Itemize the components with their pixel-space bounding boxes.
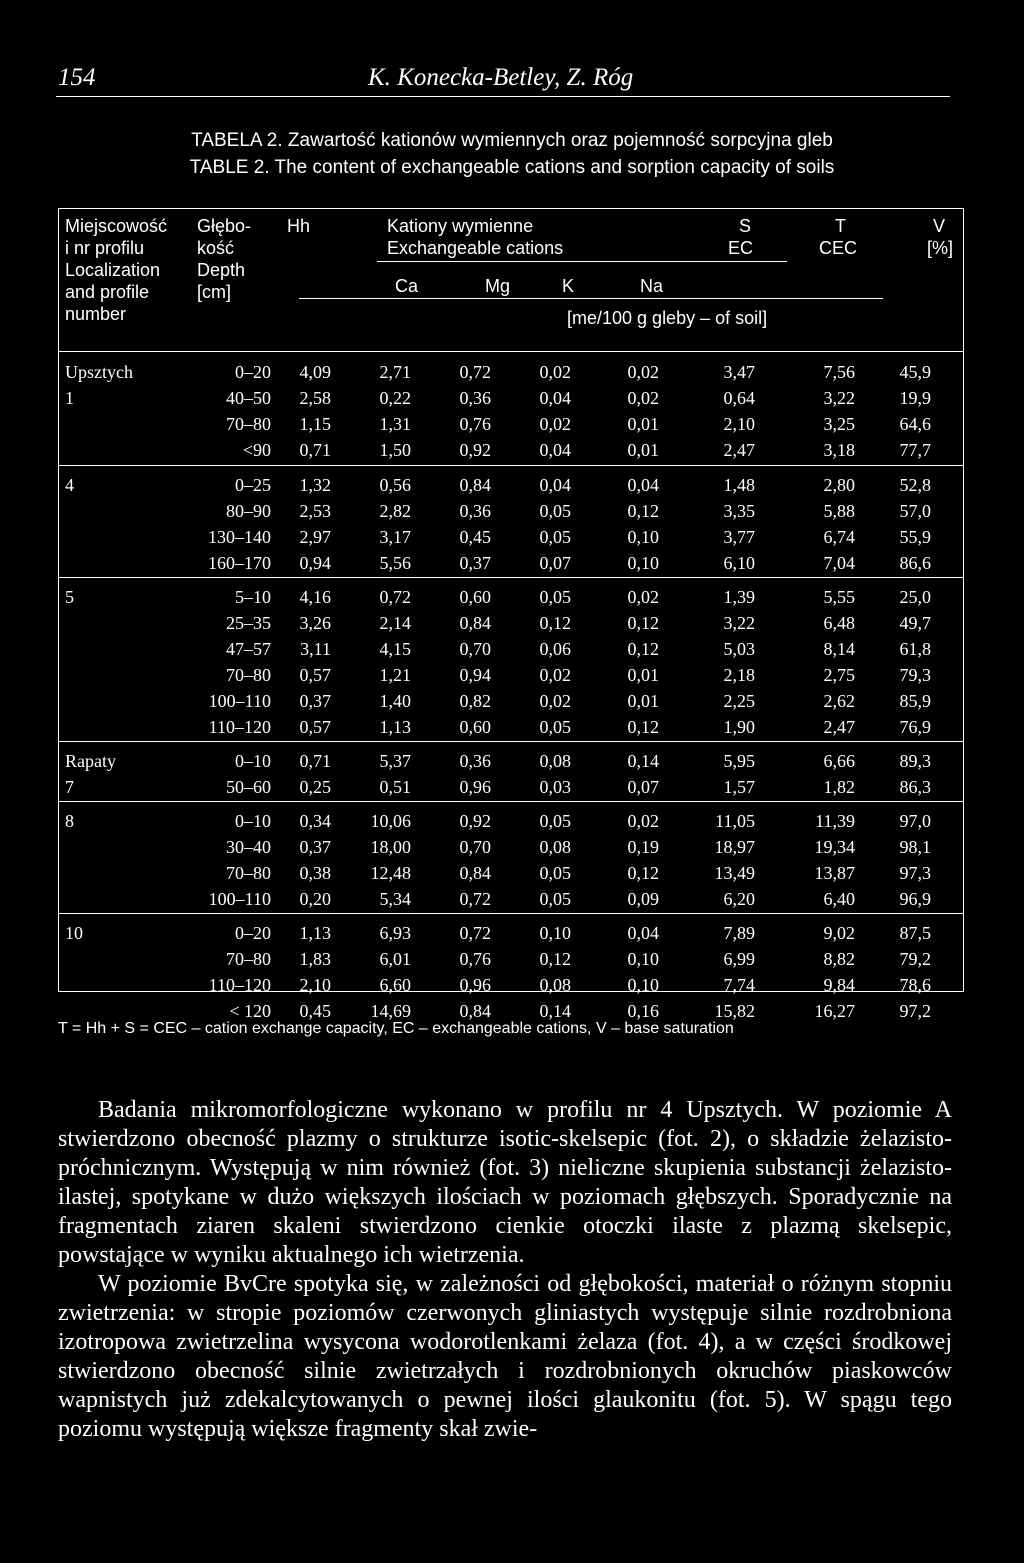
table-row bbox=[59, 714, 963, 740]
cell-v: 77,7 bbox=[899, 440, 931, 460]
cell-s: 2,47 bbox=[723, 440, 755, 460]
cell-ca: 5,37 bbox=[379, 751, 411, 771]
cell-t: 6,48 bbox=[823, 613, 855, 633]
cell-hh: 0,57 bbox=[299, 665, 331, 685]
site-label: 7 bbox=[65, 777, 74, 797]
cell-hh: 2,53 bbox=[299, 501, 331, 521]
site-label: 10 bbox=[65, 923, 83, 943]
cell-t: 9,02 bbox=[823, 923, 855, 943]
cell-na: 0,01 bbox=[627, 691, 659, 711]
locality-header: Miejscowość i nr profilu Localization and profile number bbox=[65, 216, 168, 324]
cell-hh: 0,37 bbox=[299, 837, 331, 857]
cell-s: 3,22 bbox=[723, 613, 755, 633]
table-row bbox=[59, 920, 963, 946]
cell-v: 97,0 bbox=[899, 811, 931, 831]
cell-mg: 0,36 bbox=[459, 388, 491, 408]
cell-mg: 0,70 bbox=[459, 837, 491, 857]
cell-t: 2,62 bbox=[823, 691, 855, 711]
cell-hh: 0,57 bbox=[299, 717, 331, 737]
cell-na: 0,01 bbox=[627, 414, 659, 434]
cell-v: 55,9 bbox=[899, 527, 931, 547]
cell-mg: 0,84 bbox=[459, 863, 491, 883]
cell-s: 6,99 bbox=[723, 949, 755, 969]
cell-s: 18,97 bbox=[714, 837, 755, 857]
cell-k: 0,05 bbox=[539, 527, 571, 547]
k-header: K bbox=[562, 276, 575, 296]
cell-ca: 12,48 bbox=[370, 863, 411, 883]
cell-t: 7,56 bbox=[823, 362, 855, 382]
cell-s: 5,03 bbox=[723, 639, 755, 659]
cell-na: 0,02 bbox=[627, 811, 659, 831]
page-number: 154 bbox=[58, 64, 96, 91]
cell-mg: 0,37 bbox=[459, 553, 491, 573]
v-header-unit: [%] bbox=[927, 238, 954, 258]
cell-depth: 70–80 bbox=[226, 665, 271, 685]
cell-na: 0,12 bbox=[627, 639, 659, 659]
cell-v: 89,3 bbox=[899, 751, 931, 771]
cell-t: 2,47 bbox=[823, 717, 855, 737]
cell-ca: 5,56 bbox=[379, 553, 411, 573]
cell-ca: 1,13 bbox=[379, 717, 411, 737]
cell-ca: 0,51 bbox=[379, 777, 411, 797]
cell-na: 0,02 bbox=[627, 587, 659, 607]
cell-depth: 30–40 bbox=[226, 837, 271, 857]
cell-depth: 80–90 bbox=[226, 501, 271, 521]
cell-k: 0,08 bbox=[539, 837, 571, 857]
cell-s: 6,10 bbox=[723, 553, 755, 573]
cell-s: 11,05 bbox=[715, 811, 755, 831]
na-header: Na bbox=[640, 276, 664, 296]
cell-hh: 3,26 bbox=[299, 613, 331, 633]
cell-hh: 1,13 bbox=[299, 923, 331, 943]
cell-s: 13,49 bbox=[714, 863, 755, 883]
table-row bbox=[59, 748, 963, 774]
cell-na: 0,07 bbox=[627, 777, 659, 797]
cell-depth: 0–10 bbox=[235, 811, 271, 831]
cell-t: 7,04 bbox=[823, 553, 855, 573]
site-label: 8 bbox=[65, 811, 74, 831]
cell-s: 3,47 bbox=[723, 362, 755, 382]
site-label: 4 bbox=[65, 475, 74, 495]
table-header bbox=[59, 209, 963, 352]
cell-na: 0,02 bbox=[627, 388, 659, 408]
cell-k: 0,02 bbox=[539, 414, 571, 434]
site-group bbox=[59, 577, 963, 742]
cell-hh: 1,15 bbox=[299, 414, 331, 434]
cell-depth: 70–80 bbox=[226, 414, 271, 434]
table-caption-english: TABLE 2. The content of exchangeable cations and sorption capacity of soils bbox=[189, 157, 835, 178]
cell-ca: 1,31 bbox=[379, 414, 411, 434]
mg-header: Mg bbox=[485, 276, 511, 296]
cell-mg: 0,45 bbox=[459, 527, 491, 547]
cell-hh: 0,45 bbox=[299, 1001, 331, 1021]
cell-v: 79,3 bbox=[899, 665, 931, 685]
cell-t: 3,18 bbox=[823, 440, 855, 460]
cell-k: 0,03 bbox=[539, 777, 571, 797]
cell-hh: 4,09 bbox=[299, 362, 331, 382]
cell-v: 97,2 bbox=[899, 1001, 931, 1021]
v-header: V bbox=[933, 216, 946, 236]
site-label: Rapaty bbox=[65, 751, 116, 771]
paragraph-1: Badania mikromorfologiczne wykonano w profilu nr 4 Upsztych. W poziomie A stwierdzono obecność plazmy o strukturze isotic-skelsepic (fot. 2), o składzie żelazisto-próchnicznym. Występują w nim również (fot. 3) nieliczne skupienia substancji żelazisto-ilastej, spotykane w dużo większych ilościach w poziomach głębszych. Sporadycznie na fragmentach ziaren skaleni stwierdzono cienkie otoczki ilaste z plazmą skelsepic, powstające w wyniku aktualnego ich wietrzenia. bbox=[58, 1097, 952, 1268]
cell-na: 0,10 bbox=[627, 553, 659, 573]
running-authors: K. Konecka-Betley, Z. Róg bbox=[368, 64, 634, 91]
site-group bbox=[59, 801, 963, 914]
cell-t: 3,22 bbox=[823, 388, 855, 408]
cell-ca: 3,17 bbox=[379, 527, 411, 547]
cell-ca: 2,14 bbox=[379, 613, 411, 633]
cell-v: 86,3 bbox=[899, 777, 931, 797]
cell-v: 45,9 bbox=[899, 362, 931, 382]
cell-t: 5,88 bbox=[823, 501, 855, 521]
cell-mg: 0,72 bbox=[459, 362, 491, 382]
unit-header: [me/100 g gleby – of soil] bbox=[567, 308, 768, 328]
cell-t: 5,55 bbox=[823, 587, 855, 607]
cell-t: 6,74 bbox=[823, 527, 855, 547]
cell-hh: 0,71 bbox=[299, 440, 331, 460]
cations-table bbox=[58, 208, 964, 1021]
cell-t: 11,39 bbox=[815, 811, 855, 831]
cell-hh: 2,97 bbox=[299, 527, 331, 547]
cell-t: 19,34 bbox=[814, 837, 855, 857]
cell-na: 0,10 bbox=[627, 527, 659, 547]
cell-ca: 14,69 bbox=[370, 1001, 411, 1021]
cell-na: 0,12 bbox=[627, 863, 659, 883]
cell-s: 6,20 bbox=[723, 889, 755, 909]
cell-t: 2,80 bbox=[823, 475, 855, 495]
cell-depth: 5–10 bbox=[235, 587, 271, 607]
table-row bbox=[59, 662, 963, 688]
table-row bbox=[59, 524, 963, 550]
cell-k: 0,05 bbox=[539, 587, 571, 607]
cell-k: 0,05 bbox=[539, 501, 571, 521]
paragraph-2: W poziomie BvCre spotyka się, w zależności od głębokości, materiał o różnym stopniu zwietrzenia: w stropie poziomów czerwonych gliniastych występuje silnie rozdrobniona izotropowa zwietrzelina wysycona wodorotlenkami żelaza (fot. 4), a w części środkowej stwierdzono obecność silnie zwietrzałych i rozdrobnionych okruchów piaskowców wapnistych już zdekalcytowanych o pewnej ilości glaukonitu (fot. 5). W spągu tego poziomu występują większe fragmenty skał zwie- bbox=[58, 1271, 952, 1442]
cell-s: 15,82 bbox=[714, 1001, 755, 1021]
cell-mg: 0,60 bbox=[459, 587, 491, 607]
cell-mg: 0,92 bbox=[459, 440, 491, 460]
cell-ca: 2,71 bbox=[379, 362, 411, 382]
cell-hh: 0,38 bbox=[299, 863, 331, 883]
cell-s: 2,10 bbox=[723, 414, 755, 434]
site-label: 5 bbox=[65, 587, 74, 607]
table-row bbox=[59, 385, 963, 411]
cell-v: 87,5 bbox=[899, 923, 931, 943]
table-row bbox=[59, 437, 963, 463]
cations-underline bbox=[377, 261, 787, 262]
cell-k: 0,05 bbox=[539, 811, 571, 831]
cell-na: 0,04 bbox=[627, 923, 659, 943]
cell-k: 0,07 bbox=[539, 553, 571, 573]
cell-depth: 110–120 bbox=[208, 717, 271, 737]
body-text bbox=[58, 1096, 952, 1444]
cell-mg: 0,70 bbox=[459, 639, 491, 659]
cell-na: 0,04 bbox=[627, 475, 659, 495]
cell-k: 0,02 bbox=[539, 362, 571, 382]
cell-s: 1,48 bbox=[723, 475, 755, 495]
cell-k: 0,04 bbox=[539, 388, 571, 408]
cell-v: 86,6 bbox=[899, 553, 931, 573]
cell-mg: 0,76 bbox=[459, 949, 491, 969]
cell-hh: 1,83 bbox=[299, 949, 331, 969]
table-row bbox=[59, 411, 963, 437]
cell-ca: 10,06 bbox=[370, 811, 411, 831]
cell-na: 0,12 bbox=[627, 501, 659, 521]
cell-depth: 100–110 bbox=[208, 889, 271, 909]
t-header-en: CEC bbox=[819, 238, 858, 258]
cell-na: 0,19 bbox=[627, 837, 659, 857]
cell-t: 16,27 bbox=[814, 1001, 855, 1021]
cell-t: 1,82 bbox=[823, 777, 855, 797]
cell-t: 3,25 bbox=[823, 414, 855, 434]
cell-ca: 2,82 bbox=[379, 501, 411, 521]
cell-ca: 6,01 bbox=[379, 949, 411, 969]
site-group bbox=[59, 351, 963, 465]
table-row bbox=[59, 972, 963, 998]
cations-header-pl: Kationy wymienne bbox=[387, 216, 534, 236]
cell-k: 0,14 bbox=[539, 1001, 571, 1021]
cell-mg: 0,72 bbox=[459, 923, 491, 943]
cell-na: 0,16 bbox=[627, 1001, 659, 1021]
cell-s: 2,25 bbox=[723, 691, 755, 711]
cell-ca: 5,34 bbox=[379, 889, 411, 909]
cell-hh: 0,20 bbox=[299, 889, 331, 909]
cell-s: 1,39 bbox=[723, 587, 755, 607]
cell-v: 49,7 bbox=[899, 613, 931, 633]
cell-na: 0,12 bbox=[627, 717, 659, 737]
cell-s: 3,77 bbox=[723, 527, 755, 547]
cell-mg: 0,36 bbox=[459, 501, 491, 521]
cell-hh: 2,10 bbox=[299, 975, 331, 995]
depth-header: Głębo- kość Depth [cm] bbox=[197, 216, 252, 302]
cell-depth: 47–57 bbox=[226, 639, 271, 659]
cell-v: 57,0 bbox=[899, 501, 931, 521]
site-group bbox=[59, 741, 963, 802]
cell-mg: 0,72 bbox=[459, 889, 491, 909]
cell-mg: 0,84 bbox=[459, 613, 491, 633]
cell-ca: 0,56 bbox=[379, 475, 411, 495]
site-group bbox=[59, 913, 963, 1026]
cell-na: 0,10 bbox=[627, 949, 659, 969]
cell-k: 0,05 bbox=[539, 889, 571, 909]
cell-ca: 0,22 bbox=[379, 388, 411, 408]
cell-t: 8,82 bbox=[823, 949, 855, 969]
hh-header: Hh bbox=[287, 216, 311, 236]
table-row bbox=[59, 550, 963, 576]
cell-k: 0,02 bbox=[539, 691, 571, 711]
cell-v: 64,6 bbox=[899, 414, 931, 434]
table-row bbox=[59, 610, 963, 636]
cell-ca: 6,93 bbox=[379, 923, 411, 943]
cell-na: 0,02 bbox=[627, 362, 659, 382]
cell-depth: 110–120 bbox=[208, 975, 271, 995]
cell-depth: <90 bbox=[242, 440, 271, 460]
cell-t: 13,87 bbox=[814, 863, 855, 883]
cell-depth: 70–80 bbox=[226, 949, 271, 969]
cell-depth: 0–10 bbox=[235, 751, 271, 771]
cell-hh: 0,94 bbox=[299, 553, 331, 573]
cell-k: 0,04 bbox=[539, 440, 571, 460]
cell-v: 85,9 bbox=[899, 691, 931, 711]
cell-hh: 0,25 bbox=[299, 777, 331, 797]
cell-k: 0,04 bbox=[539, 475, 571, 495]
s-header-en: EC bbox=[728, 238, 754, 258]
cell-hh: 0,71 bbox=[299, 751, 331, 771]
cell-k: 0,08 bbox=[539, 751, 571, 771]
cell-k: 0,10 bbox=[539, 923, 571, 943]
cell-hh: 4,16 bbox=[299, 587, 331, 607]
cell-k: 0,05 bbox=[539, 863, 571, 883]
cell-k: 0,12 bbox=[539, 613, 571, 633]
cell-t: 6,66 bbox=[823, 751, 855, 771]
cell-s: 0,64 bbox=[723, 388, 755, 408]
cell-s: 3,35 bbox=[723, 501, 755, 521]
cell-s: 7,74 bbox=[723, 975, 755, 995]
cell-na: 0,14 bbox=[627, 751, 659, 771]
cell-na: 0,09 bbox=[627, 889, 659, 909]
table-row bbox=[59, 774, 963, 800]
cell-depth: 0–20 bbox=[235, 362, 271, 382]
cell-depth: 0–20 bbox=[235, 923, 271, 943]
cell-k: 0,08 bbox=[539, 975, 571, 995]
cell-ca: 1,40 bbox=[379, 691, 411, 711]
table-row bbox=[59, 688, 963, 714]
site-group bbox=[59, 465, 963, 578]
cell-mg: 0,94 bbox=[459, 665, 491, 685]
elements-underline bbox=[299, 298, 883, 299]
cell-v: 97,3 bbox=[899, 863, 931, 883]
cell-v: 98,1 bbox=[899, 837, 931, 857]
cell-t: 6,40 bbox=[823, 889, 855, 909]
cell-depth: 160–170 bbox=[208, 553, 271, 573]
table-row bbox=[59, 860, 963, 886]
cell-depth: < 120 bbox=[229, 1001, 271, 1021]
cell-mg: 0,84 bbox=[459, 475, 491, 495]
cell-k: 0,12 bbox=[539, 949, 571, 969]
cell-mg: 0,96 bbox=[459, 777, 491, 797]
cell-ca: 4,15 bbox=[379, 639, 411, 659]
cell-ca: 6,60 bbox=[379, 975, 411, 995]
cell-t: 2,75 bbox=[823, 665, 855, 685]
table-row bbox=[59, 636, 963, 662]
cell-v: 61,8 bbox=[899, 639, 931, 659]
t-header: T bbox=[835, 216, 846, 236]
cell-depth: 130–140 bbox=[208, 527, 271, 547]
cell-v: 76,9 bbox=[899, 717, 931, 737]
cell-depth: 100–110 bbox=[208, 691, 271, 711]
cell-depth: 70–80 bbox=[226, 863, 271, 883]
cell-k: 0,02 bbox=[539, 665, 571, 685]
table-footnote: T = Hh + S = CEC – cation exchange capacity, EC – exchangeable cations, V – base saturation bbox=[58, 1020, 734, 1037]
table-row bbox=[59, 808, 963, 834]
cell-mg: 0,82 bbox=[459, 691, 491, 711]
table-row bbox=[59, 498, 963, 524]
cell-na: 0,01 bbox=[627, 440, 659, 460]
cell-depth: 0–25 bbox=[235, 475, 271, 495]
ca-header: Ca bbox=[395, 276, 419, 296]
cell-s: 1,90 bbox=[723, 717, 755, 737]
cell-mg: 0,60 bbox=[459, 717, 491, 737]
cell-ca: 1,21 bbox=[379, 665, 411, 685]
cell-t: 9,84 bbox=[823, 975, 855, 995]
cell-v: 79,2 bbox=[899, 949, 931, 969]
cell-na: 0,12 bbox=[627, 613, 659, 633]
cell-depth: 25–35 bbox=[226, 613, 271, 633]
running-header bbox=[56, 62, 950, 97]
cell-mg: 0,96 bbox=[459, 975, 491, 995]
cell-mg: 0,76 bbox=[459, 414, 491, 434]
cell-hh: 0,37 bbox=[299, 691, 331, 711]
cell-s: 7,89 bbox=[723, 923, 755, 943]
cell-v: 25,0 bbox=[899, 587, 931, 607]
cell-ca: 0,72 bbox=[379, 587, 411, 607]
cell-na: 0,10 bbox=[627, 975, 659, 995]
table-caption-polish: TABELA 2. Zawartość kationów wymiennych oraz pojemność sorpcyjna gleb bbox=[191, 130, 833, 151]
cell-na: 0,01 bbox=[627, 665, 659, 685]
cell-hh: 2,58 bbox=[299, 388, 331, 408]
table-row bbox=[59, 886, 963, 912]
cell-hh: 0,34 bbox=[299, 811, 331, 831]
cell-mg: 0,92 bbox=[459, 811, 491, 831]
table-row bbox=[59, 472, 963, 498]
cell-v: 96,9 bbox=[899, 889, 931, 909]
table-row bbox=[59, 946, 963, 972]
cell-ca: 1,50 bbox=[379, 440, 411, 460]
cell-s: 5,95 bbox=[723, 751, 755, 771]
table-row bbox=[59, 359, 963, 385]
cell-s: 1,57 bbox=[723, 777, 755, 797]
cell-mg: 0,84 bbox=[459, 1001, 491, 1021]
site-label: 1 bbox=[65, 388, 74, 408]
cell-mg: 0,36 bbox=[459, 751, 491, 771]
cell-hh: 1,32 bbox=[299, 475, 331, 495]
cell-s: 2,18 bbox=[723, 665, 755, 685]
cell-k: 0,06 bbox=[539, 639, 571, 659]
cations-header-en: Exchangeable cations bbox=[387, 238, 564, 258]
cell-depth: 50–60 bbox=[226, 777, 271, 797]
site-label: Upsztych bbox=[65, 362, 133, 382]
s-header: S bbox=[739, 216, 752, 236]
table-row bbox=[59, 584, 963, 610]
cell-v: 52,8 bbox=[899, 475, 931, 495]
cell-v: 78,6 bbox=[899, 975, 931, 995]
table-row bbox=[59, 834, 963, 860]
cell-k: 0,05 bbox=[539, 717, 571, 737]
cell-hh: 3,11 bbox=[300, 639, 331, 659]
cell-v: 19,9 bbox=[899, 388, 931, 408]
cell-t: 8,14 bbox=[823, 639, 855, 659]
cell-ca: 18,00 bbox=[370, 837, 411, 857]
cell-depth: 40–50 bbox=[226, 388, 271, 408]
